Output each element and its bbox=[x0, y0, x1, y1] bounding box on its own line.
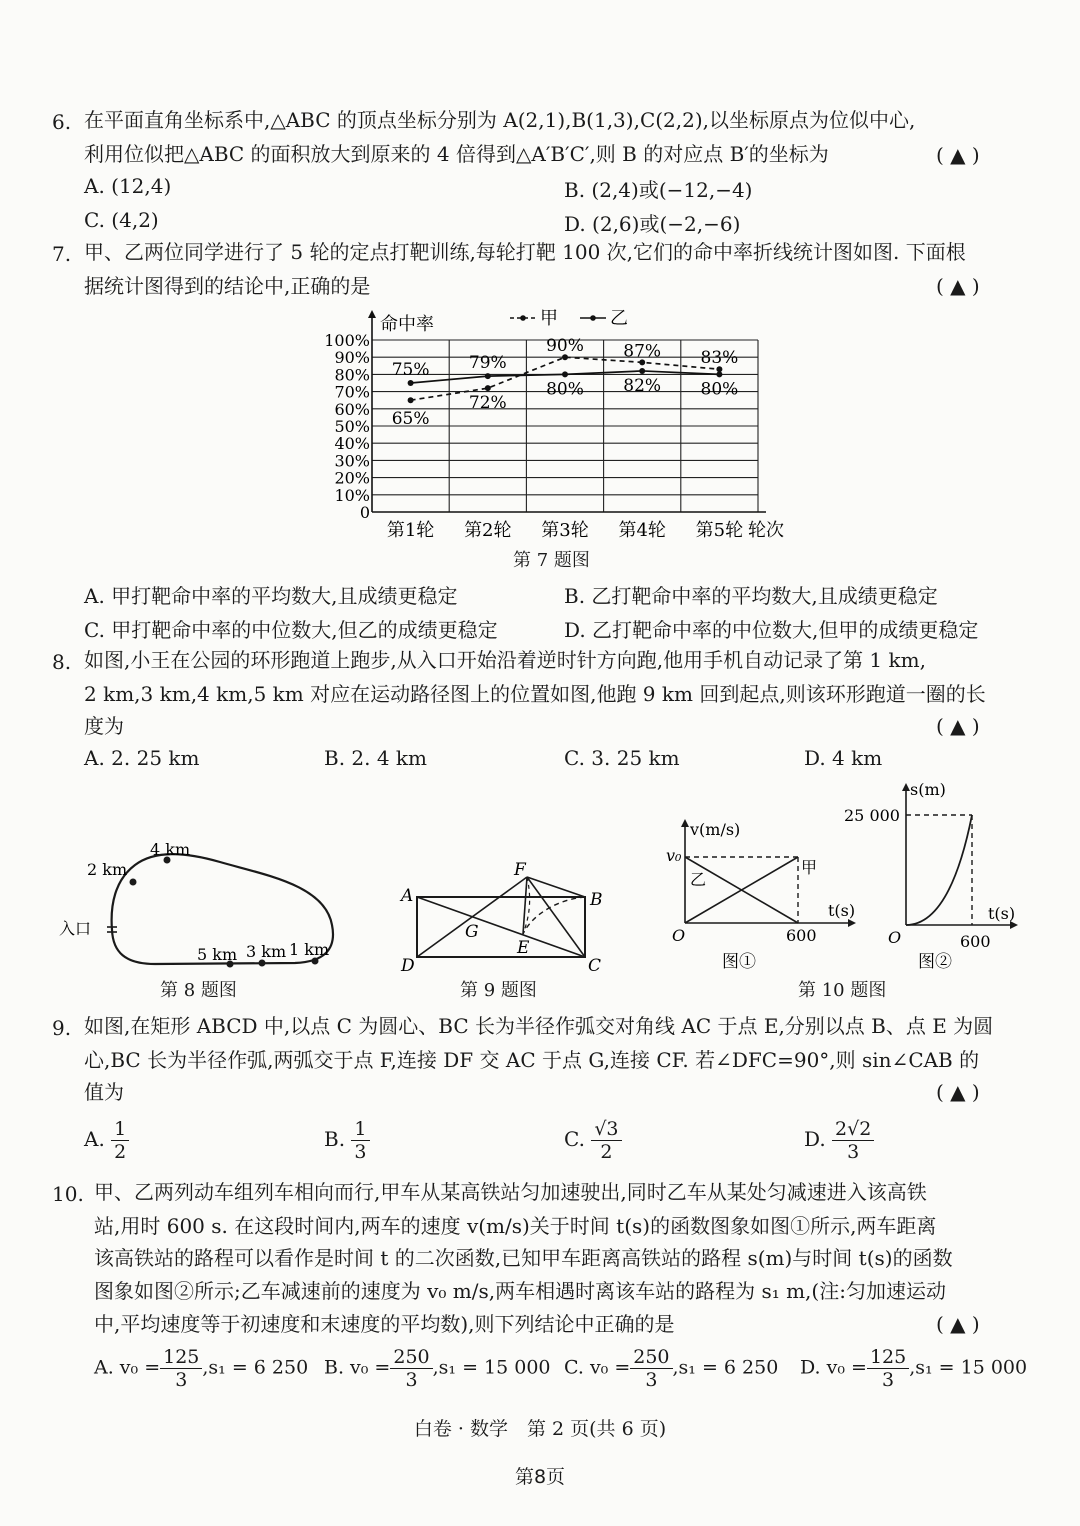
y-tick-label: 50% bbox=[334, 417, 370, 436]
data-label: 75% bbox=[391, 360, 430, 380]
q6-option-b: B. (2,4)或(−12,−4) bbox=[564, 178, 753, 202]
y-axis-arrow bbox=[368, 310, 376, 318]
q9-option-d-prefix: D. bbox=[804, 1127, 826, 1151]
q10-b-fraction bbox=[390, 1346, 432, 1391]
q9-answer-blank: ( ▲ ) bbox=[936, 1080, 980, 1104]
q10-a-suffix: ,s₁ = 6 250 bbox=[202, 1356, 309, 1379]
q10-figure-caption: 第 10 题图 bbox=[798, 980, 887, 1001]
q10-text-line2: 站,用时 600 s. 在这段时间内,两车的速度 v(m/s)关于时间 t(s)的函数图象如图①所示,两车距离 bbox=[94, 1214, 937, 1238]
y-tick-label: 40% bbox=[334, 434, 370, 454]
legend-marker bbox=[590, 315, 596, 321]
q7-line-chart bbox=[310, 300, 810, 550]
q9-option-c-prefix: C. bbox=[564, 1127, 585, 1151]
q9-option-a bbox=[84, 1118, 129, 1163]
q9-d-numerator: 2√2 bbox=[832, 1118, 874, 1141]
y-tick-label: 20% bbox=[334, 468, 370, 488]
q9-b-denominator: 3 bbox=[354, 1141, 367, 1163]
x-category-label: 第5轮 bbox=[695, 520, 744, 541]
q8-option-a: A. 2. 25 km bbox=[84, 746, 200, 770]
legend-marker bbox=[520, 315, 526, 321]
q7-answer-blank: ( ▲ ) bbox=[936, 274, 980, 298]
label-t-axis-2: t(s) bbox=[988, 904, 1016, 923]
data-label: 80% bbox=[546, 379, 584, 400]
q7-option-a: A. 甲打靶命中率的平均数大,且成绩更稳定 bbox=[84, 584, 458, 608]
label-600-1: 600 bbox=[786, 926, 817, 945]
label-f: F bbox=[514, 860, 526, 880]
label-b: B bbox=[590, 890, 603, 910]
label-2km: 2 km bbox=[87, 860, 128, 879]
q9-a-denominator: 2 bbox=[114, 1141, 127, 1163]
label-25000: 25 000 bbox=[844, 806, 900, 825]
q6-number: 6. bbox=[52, 110, 72, 134]
q7-option-c: C. 甲打靶命中率的中位数大,但乙的成绩更稳定 bbox=[84, 618, 498, 642]
page-footer: 白卷 · 数学 第 2 页(共 6 页) bbox=[413, 1418, 667, 1440]
q6-option-d: D. (2,6)或(−2,−6) bbox=[564, 212, 741, 236]
label-s-axis: s(m) bbox=[910, 780, 946, 799]
q10-distance-graph bbox=[840, 775, 1040, 975]
q6-option-c: C. (4,2) bbox=[84, 208, 159, 232]
q10-c-fraction bbox=[630, 1346, 672, 1391]
diagonal-ac bbox=[417, 897, 585, 957]
q6-answer-blank: ( ▲ ) bbox=[936, 143, 980, 167]
marker-2km bbox=[130, 879, 137, 886]
label-fig2: 图② bbox=[918, 952, 952, 972]
q8-text-line2: 2 km,3 km,4 km,5 km 对应在运动路径图上的位置如图,他跑 9 km 回到起点,则该环形跑道一圈的长 bbox=[84, 682, 986, 706]
segment-fc bbox=[527, 877, 585, 957]
q10-a-numerator: 125 bbox=[160, 1346, 202, 1369]
label-3km: 3 km bbox=[246, 942, 287, 961]
data-label: 80% bbox=[700, 379, 739, 400]
x-axis-label: 轮次 bbox=[748, 520, 784, 541]
q7-text-line2: 据统计图得到的结论中,正确的是 bbox=[84, 274, 371, 298]
y-tick-label: 10% bbox=[334, 485, 370, 505]
label-1km: 1 km bbox=[289, 940, 330, 959]
q10-b-prefix: B. v₀ = bbox=[324, 1356, 391, 1379]
q10-option-c bbox=[564, 1346, 778, 1391]
data-point bbox=[485, 385, 491, 391]
data-label: 65% bbox=[391, 409, 430, 430]
q9-a-numerator: 1 bbox=[111, 1118, 129, 1141]
q10-a-prefix: A. v₀ = bbox=[94, 1356, 161, 1379]
q10-velocity-graph bbox=[660, 815, 860, 975]
data-point bbox=[408, 380, 414, 386]
label-jia: 甲 bbox=[801, 858, 818, 877]
y-tick-label: 90% bbox=[334, 348, 370, 368]
label-c: C bbox=[588, 956, 602, 976]
q6-text-line1: 在平面直角坐标系中,△ABC 的顶点坐标分别为 A(2,1),B(1,3),C(2,2),以坐标原点为位似中心, bbox=[84, 108, 916, 132]
q9-option-c-fraction bbox=[591, 1118, 621, 1163]
q7-number: 7. bbox=[52, 242, 72, 266]
q9-option-d-fraction bbox=[832, 1118, 874, 1163]
q7-figure-caption: 第 7 题图 bbox=[513, 550, 590, 571]
q10-c-denominator: 3 bbox=[645, 1369, 658, 1391]
y-tick-label: 100% bbox=[324, 331, 370, 350]
q10-c-numerator: 250 bbox=[630, 1346, 672, 1369]
data-label: 79% bbox=[468, 353, 507, 374]
q9-option-b-prefix: B. bbox=[324, 1127, 346, 1151]
q9-option-a-fraction bbox=[111, 1118, 129, 1163]
label-5km: 5 km bbox=[197, 945, 238, 964]
data-point bbox=[639, 368, 645, 374]
q10-b-denominator: 3 bbox=[405, 1369, 418, 1391]
q9-option-b bbox=[324, 1118, 370, 1163]
q8-number: 8. bbox=[52, 650, 72, 674]
q9-c-denominator: 2 bbox=[600, 1141, 613, 1163]
q10-d-fraction bbox=[867, 1346, 909, 1391]
q9-option-a-prefix: A. bbox=[84, 1127, 105, 1151]
data-label: 90% bbox=[546, 336, 584, 357]
q7-option-b: B. 乙打靶命中率的平均数大,且成绩更稳定 bbox=[564, 584, 938, 608]
q9-option-d bbox=[804, 1118, 874, 1163]
q8-option-d: D. 4 km bbox=[804, 746, 883, 770]
q8-text-line3: 度为 bbox=[84, 714, 124, 738]
q9-text-line1: 如图,在矩形 ABCD 中,以点 C 为圆心、BC 长为半径作弧交对角线 AC 于点 E,分别以点 B、点 E 为圆 bbox=[84, 1014, 994, 1038]
q10-d-denominator: 3 bbox=[882, 1369, 895, 1391]
q10-a-denominator: 3 bbox=[175, 1369, 188, 1391]
data-label: 83% bbox=[700, 348, 739, 369]
label-g: G bbox=[465, 922, 479, 942]
q10-number: 10. bbox=[52, 1182, 84, 1206]
label-600-2: 600 bbox=[960, 932, 991, 951]
label-origin-1: O bbox=[672, 926, 686, 945]
q9-c-numerator: √3 bbox=[591, 1118, 621, 1141]
label-yi: 乙 bbox=[690, 870, 707, 889]
q6-option-a: A. (12,4) bbox=[84, 174, 172, 198]
q7-option-d: D. 乙打靶命中率的中位数大,但甲的成绩更稳定 bbox=[564, 618, 979, 642]
x-category-label: 第3轮 bbox=[541, 520, 589, 541]
label-d: D bbox=[401, 956, 415, 976]
segment-df bbox=[417, 877, 527, 957]
label-a: A bbox=[401, 886, 414, 906]
q10-c-prefix: C. v₀ = bbox=[564, 1356, 631, 1379]
data-point bbox=[485, 373, 491, 379]
q8-text-line1: 如图,小王在公园的环形跑道上跑步,从入口开始沿着逆时针方向跑,他用手机自动记录了第 1 km, bbox=[84, 648, 926, 672]
q9-number: 9. bbox=[52, 1016, 72, 1040]
label-t-axis-1: t(s) bbox=[828, 901, 856, 920]
q10-text-line4: 图象如图②所示;乙车减速前的速度为 v₀ m/s,两车相遇时离该车站的路程为 s₁ m,(注:匀加速运动 bbox=[94, 1279, 946, 1303]
q10-d-numerator: 125 bbox=[867, 1346, 909, 1369]
q9-figure-caption: 第 9 题图 bbox=[460, 980, 537, 1001]
q10-a-fraction bbox=[160, 1346, 202, 1391]
label-fig1: 图① bbox=[722, 952, 756, 972]
data-point bbox=[562, 371, 568, 377]
q10-option-d bbox=[800, 1346, 1027, 1391]
curve-s-t bbox=[906, 815, 972, 925]
data-point bbox=[716, 371, 722, 377]
data-label: 87% bbox=[623, 341, 662, 362]
legend-label: 乙 bbox=[610, 308, 628, 329]
q9-text-line3: 值为 bbox=[84, 1080, 124, 1104]
q10-d-prefix: D. v₀ = bbox=[800, 1356, 867, 1379]
q9-text-line2: 心,BC 长为半径作弧,两弧交于点 F,连接 DF 交 AC 于点 G,连接 CF. 若∠DFC=90°,则 sin∠CAB 的 bbox=[84, 1048, 980, 1072]
label-v-axis: v(m/s) bbox=[690, 820, 741, 839]
segment-fb bbox=[527, 877, 585, 897]
q10-option-b bbox=[324, 1346, 551, 1391]
label-entry: 入口 bbox=[59, 919, 92, 938]
x-category-label: 第4轮 bbox=[618, 520, 666, 541]
q10-c-suffix: ,s₁ = 6 250 bbox=[672, 1356, 779, 1379]
q8-figure-caption: 第 8 题图 bbox=[160, 980, 237, 1001]
data-label: 82% bbox=[623, 375, 662, 396]
y-tick-label: 0 bbox=[359, 503, 370, 522]
q10-answer-blank: ( ▲ ) bbox=[936, 1312, 980, 1336]
q10-b-numerator: 250 bbox=[390, 1346, 432, 1369]
q10-text-line5: 中,平均速度等于初速度和末速度的平均数),则下列结论中正确的是 bbox=[94, 1312, 675, 1336]
y-tick-label: 30% bbox=[334, 451, 370, 471]
q6-text-line2: 利用位似把△ABC 的面积放大到原来的 4 倍得到△A′B′C′,则 B 的对应点 B′的坐标为 bbox=[84, 142, 829, 166]
q7-text-line1: 甲、乙两位同学进行了 5 轮的定点打靶训练,每轮打靶 100 次,它们的命中率折线统计图如图. 下面根 bbox=[84, 240, 966, 264]
q9-option-c bbox=[564, 1118, 622, 1163]
q10-option-a bbox=[94, 1346, 308, 1391]
page-number-mark: 第8页 bbox=[514, 1466, 566, 1488]
y-axis-label: 命中率 bbox=[380, 314, 434, 335]
q9-d-denominator: 3 bbox=[847, 1141, 860, 1163]
label-4km: 4 km bbox=[150, 840, 191, 859]
q10-text-line1: 甲、乙两列动车组列车相向而行,甲车从某高铁站匀加速驶出,同时乙车从某处匀减速进入该高铁 bbox=[94, 1180, 927, 1204]
q8-option-c: C. 3. 25 km bbox=[564, 746, 680, 770]
q10-d-suffix: ,s₁ = 15 000 bbox=[909, 1356, 1028, 1379]
q9-b-numerator: 1 bbox=[351, 1118, 369, 1141]
data-point bbox=[408, 397, 414, 403]
x-category-label: 第1轮 bbox=[386, 520, 435, 541]
legend-label: 甲 bbox=[540, 308, 558, 329]
y-tick-label: 70% bbox=[334, 382, 370, 402]
data-label: 72% bbox=[468, 393, 507, 414]
q8-answer-blank: ( ▲ ) bbox=[936, 714, 980, 738]
label-origin-2: O bbox=[888, 928, 902, 947]
label-e: E bbox=[517, 938, 530, 958]
y-tick-label: 80% bbox=[334, 365, 370, 385]
q10-b-suffix: ,s₁ = 15 000 bbox=[432, 1356, 551, 1379]
q9-option-b-fraction bbox=[351, 1118, 369, 1163]
x-category-label: 第2轮 bbox=[464, 520, 512, 541]
q10-text-line3: 该高铁站的路程可以看作是时间 t 的二次函数,已知甲车距离高铁站的路程 s(m)与时间 t(s)的函数 bbox=[94, 1246, 953, 1270]
q8-track-figure bbox=[55, 830, 355, 980]
q9-rectangle-figure bbox=[395, 855, 610, 980]
q8-option-b: B. 2. 4 km bbox=[324, 746, 428, 770]
y-tick-label: 60% bbox=[334, 399, 370, 419]
label-v0: v₀ bbox=[666, 846, 682, 865]
